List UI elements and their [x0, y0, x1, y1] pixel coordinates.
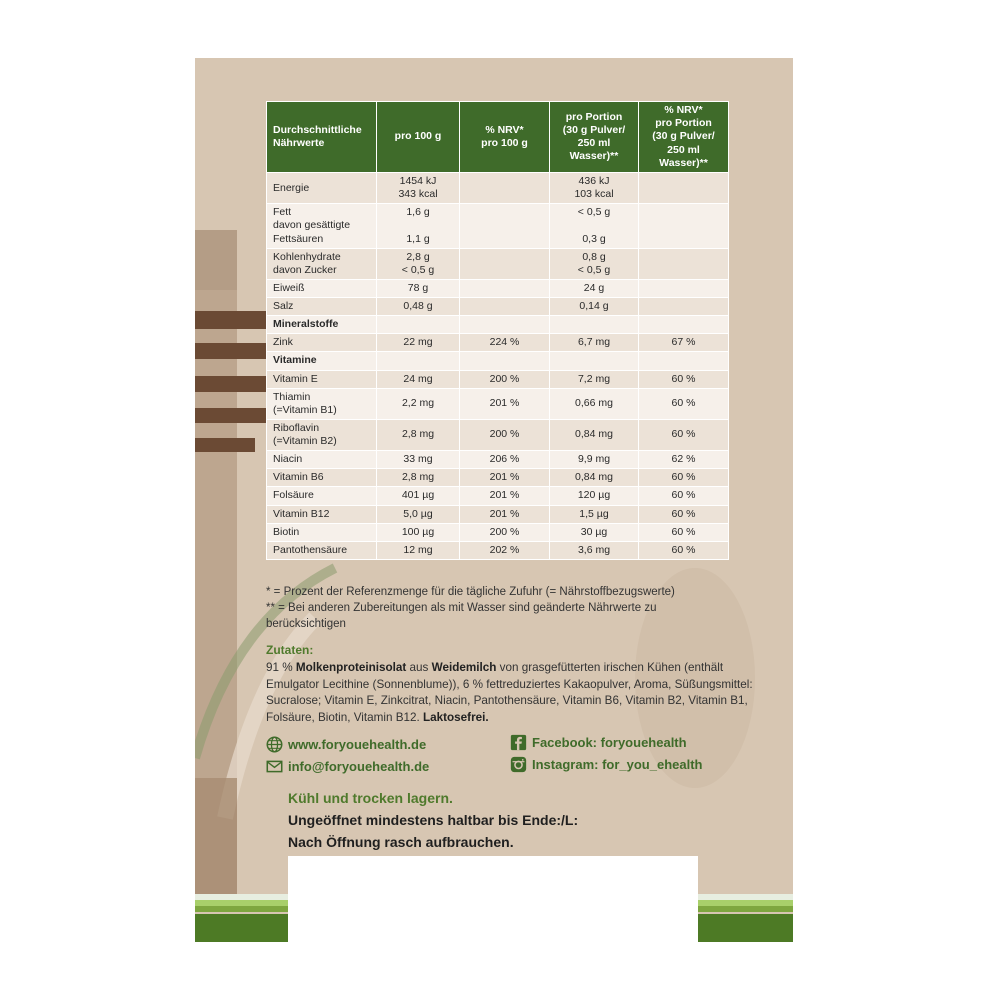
table-cell: 60 % — [639, 523, 729, 541]
product-label — [195, 58, 793, 942]
ingredients-title: Zutaten: — [266, 643, 314, 657]
table-cell: 224 % — [460, 334, 550, 352]
table-cell: 0,8 g < 0,5 g — [550, 248, 639, 279]
table-cell: 60 % — [639, 487, 729, 505]
table-row — [267, 451, 729, 469]
ingredients-bold-3: Laktosefrei. — [423, 710, 489, 724]
table-cell: 120 µg — [550, 487, 639, 505]
table-cell — [377, 352, 460, 370]
table-cell — [639, 279, 729, 297]
table-cell — [460, 298, 550, 316]
table-cell: 2,8 mg — [377, 419, 460, 450]
table-row — [267, 334, 729, 352]
facebook-icon — [510, 734, 527, 751]
table-cell: 201 % — [460, 469, 550, 487]
table-cell — [460, 204, 550, 248]
table-cell — [639, 316, 729, 334]
table-cell: 0,84 mg — [550, 419, 639, 450]
table-cell: 62 % — [639, 451, 729, 469]
best-before-text: Ungeöffnet mindestens haltbar bis Ende:/L: — [288, 812, 579, 828]
table-cell — [460, 316, 550, 334]
header-per-100g: pro 100 g — [377, 102, 460, 173]
table-cell: Riboflavin (=Vitamin B2) — [267, 419, 377, 450]
table-cell: Niacin — [267, 451, 377, 469]
table-cell: 60 % — [639, 541, 729, 559]
table-cell: 30 µg — [550, 523, 639, 541]
table-cell: 60 % — [639, 388, 729, 419]
table-cell: Zink — [267, 334, 377, 352]
table-cell: 100 µg — [377, 523, 460, 541]
table-cell — [639, 204, 729, 248]
table-cell: Vitamine — [267, 352, 377, 370]
table-cell: < 0,5 g 0,3 g — [550, 204, 639, 248]
table-row — [267, 370, 729, 388]
table-cell: 200 % — [460, 419, 550, 450]
storage-instruction: Kühl und trocken lagern. — [288, 790, 453, 806]
table-cell: 60 % — [639, 469, 729, 487]
table-cell: Pantothensäure — [267, 541, 377, 559]
header-nrv-100g: % NRV* pro 100 g — [460, 102, 550, 173]
ingredients-text-2: von grasgefütterten irischen Kühen (enthält Emulgator Lecithine (Sonnenblume)), 6 % fettreduziertes Kakaopulver, Aroma, Süßungsmittel: Sucralose; Vitamin E, Zinkcitrat, Niacin, Pantothensäure, Vitamin B6, Vitamin B2, Vitamin B1, Folsäure, Biotin, Vitamin B12. — [266, 661, 753, 724]
table-row — [267, 204, 729, 248]
table-cell: 60 % — [639, 505, 729, 523]
table-cell — [550, 316, 639, 334]
table-cell: 0,48 g — [377, 298, 460, 316]
table-cell: Eiweiß — [267, 279, 377, 297]
ingredients-pre: 91 % — [266, 661, 296, 674]
website-text: www.foryouehealth.de — [288, 737, 427, 752]
table-cell: Biotin — [267, 523, 377, 541]
table-cell: 7,2 mg — [550, 370, 639, 388]
table-row — [267, 487, 729, 505]
table-cell — [377, 316, 460, 334]
table-row — [267, 279, 729, 297]
table-cell: 22 mg — [377, 334, 460, 352]
table-cell: Folsäure — [267, 487, 377, 505]
table-cell: 67 % — [639, 334, 729, 352]
table-cell: 200 % — [460, 370, 550, 388]
header-per-portion: pro Portion (30 g Pulver/ 250 ml Wasser)** — [550, 102, 639, 173]
website-link[interactable] — [266, 736, 426, 753]
table-cell — [550, 352, 639, 370]
table-cell: 401 µg — [377, 487, 460, 505]
table-cell: 0,84 mg — [550, 469, 639, 487]
table-cell: 6,7 mg — [550, 334, 639, 352]
table-cell: 2,2 mg — [377, 388, 460, 419]
table-cell — [639, 248, 729, 279]
table-row — [267, 173, 729, 204]
table-cell: Energie — [267, 173, 377, 204]
table-cell: 2,8 g < 0,5 g — [377, 248, 460, 279]
instagram-link[interactable] — [510, 756, 703, 773]
table-cell: Vitamin E — [267, 370, 377, 388]
table-cell: 60 % — [639, 419, 729, 450]
table-cell: Kohlenhydrate davon Zucker — [267, 248, 377, 279]
table-row — [267, 298, 729, 316]
ingredients-text-1: aus — [406, 661, 432, 674]
nutrition-table-body — [267, 173, 729, 560]
table-cell: 202 % — [460, 541, 550, 559]
table-cell — [460, 279, 550, 297]
mail-icon — [266, 758, 283, 775]
table-row — [267, 541, 729, 559]
table-cell: 436 kJ 103 kcal — [550, 173, 639, 204]
table-cell: 201 % — [460, 505, 550, 523]
table-cell — [639, 298, 729, 316]
after-opening-text: Nach Öffnung rasch aufbrauchen. — [288, 834, 514, 850]
instagram-icon — [510, 756, 527, 773]
table-cell: 33 mg — [377, 451, 460, 469]
ingredients-bold-1: Molkenproteinisolat — [295, 661, 407, 674]
table-cell: Fett davon gesättigte Fettsäuren — [267, 204, 377, 248]
table-cell: 201 % — [460, 388, 550, 419]
table-row — [267, 523, 729, 541]
table-cell — [460, 248, 550, 279]
table-cell: 24 g — [550, 279, 639, 297]
table-cell: Vitamin B6 — [267, 469, 377, 487]
table-cell — [639, 173, 729, 204]
table-row — [267, 505, 729, 523]
table-cell: 24 mg — [377, 370, 460, 388]
table-cell: 3,6 mg — [550, 541, 639, 559]
ingredients-text — [266, 660, 766, 726]
table-cell: Salz — [267, 298, 377, 316]
table-cell — [460, 173, 550, 204]
table-cell — [460, 352, 550, 370]
facebook-link[interactable] — [510, 734, 687, 751]
table-cell: 201 % — [460, 487, 550, 505]
table-cell: 0,14 g — [550, 298, 639, 316]
facebook-text: Facebook: foryouehealth — [532, 735, 687, 750]
table-cell: 78 g — [377, 279, 460, 297]
table-cell: 12 mg — [377, 541, 460, 559]
footnote-nrv: * = Prozent der Referenzmenge für die tägliche Zufuhr (= Nährstoffbezugswerte) — [266, 586, 675, 598]
table-cell: 9,9 mg — [550, 451, 639, 469]
email-link[interactable] — [266, 758, 429, 775]
table-cell: Thiamin (=Vitamin B1) — [267, 388, 377, 419]
table-cell: 200 % — [460, 523, 550, 541]
table-cell: 0,66 mg — [550, 388, 639, 419]
header-nrv-portion: % NRV* pro Portion (30 g Pulver/ 250 ml Wasser)** — [639, 102, 729, 173]
table-cell: 1,5 µg — [550, 505, 639, 523]
table-cell: 206 % — [460, 451, 550, 469]
header-nutrient: Durchschnittliche Nährwerte — [267, 102, 377, 173]
table-cell: 60 % — [639, 370, 729, 388]
table-cell — [639, 352, 729, 370]
table-row — [267, 352, 729, 370]
table-cell: Mineralstoffe — [267, 316, 377, 334]
globe-icon — [266, 736, 283, 753]
table-row — [267, 469, 729, 487]
table-row — [267, 316, 729, 334]
table-cell: 2,8 mg — [377, 469, 460, 487]
footnotes — [266, 584, 736, 632]
nutrition-table — [266, 101, 729, 560]
print-area — [288, 856, 698, 942]
email-text: info@foryouehealth.de — [288, 759, 430, 774]
nutrition-header-row — [267, 102, 729, 173]
table-row — [267, 388, 729, 419]
table-cell: 1,6 g 1,1 g — [377, 204, 460, 248]
table-row — [267, 419, 729, 450]
table-row — [267, 248, 729, 279]
instagram-text: Instagram: for_you_ehealth — [532, 757, 703, 772]
ingredients-bold-2: Weidemilch — [431, 661, 497, 674]
table-cell: 1454 kJ 343 kcal — [377, 173, 460, 204]
table-cell: 5,0 µg — [377, 505, 460, 523]
footnote-preparation: ** = Bei anderen Zubereitungen als mit Wasser sind geänderte Nährwerte zu berücksichtigen — [266, 602, 657, 631]
table-cell: Vitamin B12 — [267, 505, 377, 523]
